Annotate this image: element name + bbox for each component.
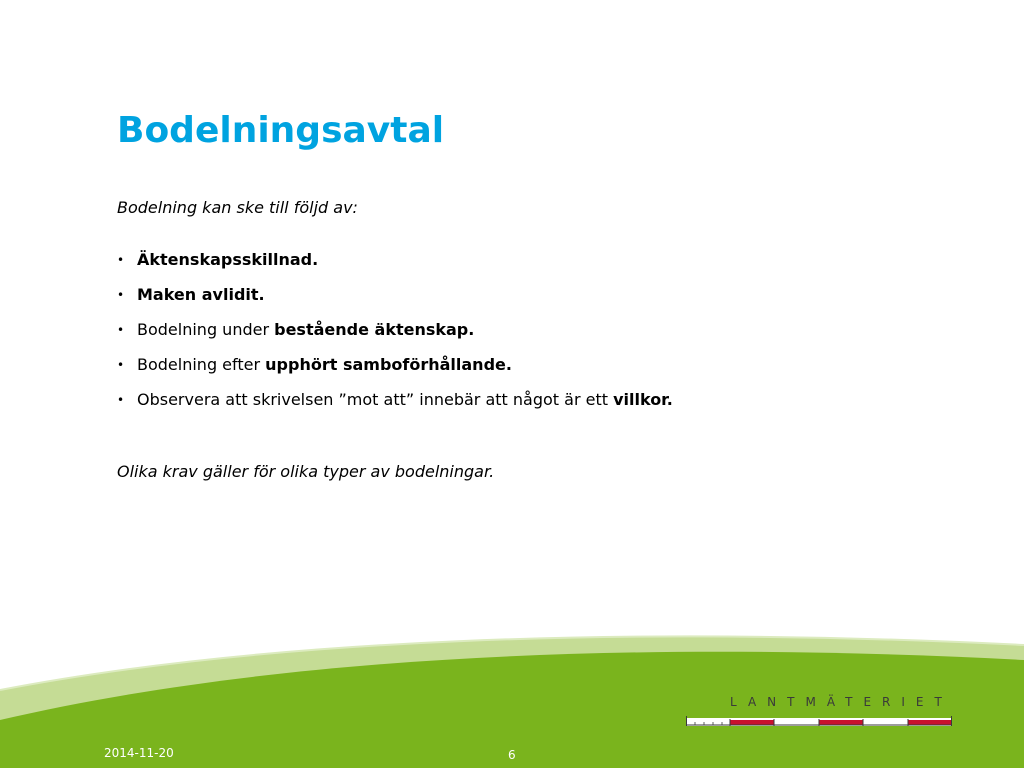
bullet-dot: • [117, 288, 125, 302]
bullet-bold-text: upphört samboförhållande. [265, 355, 512, 374]
bullet-dot: • [117, 253, 125, 267]
bullet-item [117, 249, 673, 271]
closing-text: Olika krav gäller för olika typer av bodelningar. [117, 462, 495, 481]
bullet-bold-text: villkor. [613, 390, 673, 409]
bullet-plain-text: Bodelning under [137, 320, 275, 339]
bullet-item [117, 319, 673, 341]
bullet-bold-text: Äktenskapsskillnad. [137, 250, 319, 269]
bullet-dot: • [117, 393, 125, 407]
logo-scale-bar [686, 716, 952, 726]
page-number: 6 [508, 748, 516, 762]
bullet-plain-text: Observera att skrivelsen ”mot att” innebär att något är ett [137, 390, 614, 409]
bullet-list [117, 249, 673, 424]
bullet-dot: • [117, 323, 125, 337]
bullet-item [117, 354, 673, 376]
bullet-item [117, 389, 673, 411]
bullet-dot: • [117, 358, 125, 372]
bullet-bold-text: bestående äktenskap. [274, 320, 475, 339]
footer-date: 2014-11-20 [104, 746, 174, 760]
footer-wave [0, 600, 1024, 768]
lantmateriet-logo: LANTMÄTERIET [730, 695, 953, 709]
bullet-bold-text: Maken avlidit. [137, 285, 265, 304]
slide-title: Bodelningsavtal [117, 110, 445, 151]
bullet-item [117, 284, 673, 306]
bullet-plain-text: Bodelning efter [137, 355, 266, 374]
intro-text: Bodelning kan ske till följd av: [117, 198, 358, 217]
